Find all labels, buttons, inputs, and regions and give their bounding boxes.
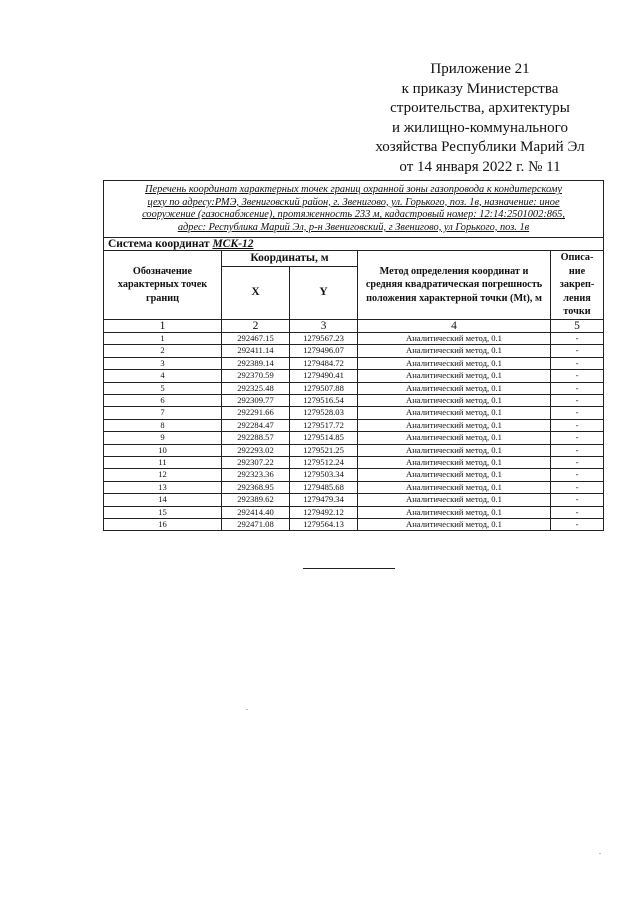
point-number: 2: [104, 345, 222, 357]
coord-y: 1279503.34: [290, 469, 358, 481]
point-number: 9: [104, 432, 222, 444]
description: -: [551, 469, 604, 481]
end-rule: [303, 568, 395, 569]
coord-x: 292291.66: [222, 407, 290, 419]
coord-x: 292368.95: [222, 481, 290, 493]
table-row: [104, 382, 604, 394]
coord-y: 1279514.85: [290, 432, 358, 444]
coord-y: 1279490.41: [290, 370, 358, 382]
appendix-line: хозяйства Республики Марий Эл: [375, 139, 585, 156]
column-number: 1: [104, 319, 222, 332]
method: Аналитический метод, 0.1: [358, 394, 551, 406]
table-row: [104, 506, 604, 518]
table-row: [104, 494, 604, 506]
title-line: цеху по адресу:РМЭ, Звениговский район, г. Звенигово, ул. Горького, поз. 1в, назначение: иное: [147, 196, 560, 208]
table-row: [104, 444, 604, 456]
description: -: [551, 419, 604, 431]
coord-x: 292325.48: [222, 382, 290, 394]
column-number: 2: [222, 319, 290, 332]
coord-y: 1279496.07: [290, 345, 358, 357]
table-title-row: [104, 181, 604, 238]
method: Аналитический метод, 0.1: [358, 382, 551, 394]
coord-y: 1279512.24: [290, 456, 358, 468]
table-row: [104, 370, 604, 382]
method: Аналитический метод, 0.1: [358, 357, 551, 369]
title-line: Перечень координат характерных точек границ охранной зоны газопровода к кондитерскому: [145, 184, 562, 195]
header-point: Обозначение характерных точек границ: [104, 251, 222, 320]
table-row: [104, 469, 604, 481]
table-row: [104, 456, 604, 468]
description: -: [551, 332, 604, 344]
coord-y: 1279564.13: [290, 518, 358, 530]
method: Аналитический метод, 0.1: [358, 518, 551, 530]
point-number: 15: [104, 506, 222, 518]
description: -: [551, 382, 604, 394]
appendix-line: строительства, архитектуры: [390, 100, 570, 117]
method: Аналитический метод, 0.1: [358, 444, 551, 456]
point-number: 12: [104, 469, 222, 481]
coord-y: 1279507.88: [290, 382, 358, 394]
description: -: [551, 481, 604, 493]
table-title: [104, 181, 604, 238]
scan-speck: [599, 853, 601, 854]
coord-y: 1279492.12: [290, 506, 358, 518]
table-row: [104, 332, 604, 344]
appendix-line: и жилищно-коммунального: [392, 119, 568, 136]
point-number: 14: [104, 494, 222, 506]
point-number: 5: [104, 382, 222, 394]
coord-x: 292389.14: [222, 357, 290, 369]
description: -: [551, 394, 604, 406]
coord-y: 1279516.54: [290, 394, 358, 406]
appendix-header: [360, 60, 600, 178]
coord-y: 1279528.03: [290, 407, 358, 419]
coord-x: 292309.77: [222, 394, 290, 406]
coord-y: 1279479.34: [290, 494, 358, 506]
method: Аналитический метод, 0.1: [358, 481, 551, 493]
table-row: [104, 345, 604, 357]
table-row: [104, 481, 604, 493]
point-number: 3: [104, 357, 222, 369]
appendix-line: к приказу Министерства: [401, 80, 559, 97]
point-number: 11: [104, 456, 222, 468]
coord-x: 292389.62: [222, 494, 290, 506]
column-number-row: [104, 319, 604, 332]
title-line: сооружение (газоснабжение), протяженность 233 м, кадастровый номер: 12:14:2501002:865,: [142, 209, 565, 221]
description: -: [551, 494, 604, 506]
header-description: Описа-ние закреп-ления точки: [551, 251, 604, 320]
point-number: 7: [104, 407, 222, 419]
coord-x: 292467.15: [222, 332, 290, 344]
method: Аналитический метод, 0.1: [358, 345, 551, 357]
table-data-body: [104, 332, 604, 531]
table-row: [104, 432, 604, 444]
description: -: [551, 357, 604, 369]
table-row: [104, 518, 604, 530]
description: -: [551, 456, 604, 468]
coord-x: 292370.59: [222, 370, 290, 382]
appendix-line: Приложение 21: [430, 61, 530, 77]
scan-speck: [246, 709, 248, 710]
point-number: 4: [104, 370, 222, 382]
coord-y: 1279485.68: [290, 481, 358, 493]
table-row: [104, 394, 604, 406]
description: -: [551, 345, 604, 357]
method: Аналитический метод, 0.1: [358, 456, 551, 468]
method: Аналитический метод, 0.1: [358, 506, 551, 518]
description: -: [551, 444, 604, 456]
description: -: [551, 506, 604, 518]
description: -: [551, 432, 604, 444]
header-coords: Координаты, м: [222, 251, 358, 267]
coord-x: 292288.57: [222, 432, 290, 444]
coordinates-table: [103, 180, 604, 531]
point-number: 8: [104, 419, 222, 431]
description: -: [551, 407, 604, 419]
table-row: [104, 419, 604, 431]
coord-x: 292293.02: [222, 444, 290, 456]
coord-y: 1279484.72: [290, 357, 358, 369]
coord-x: 292323.36: [222, 469, 290, 481]
coord-x: 292411.14: [222, 345, 290, 357]
coord-x: 292414.40: [222, 506, 290, 518]
point-number: 10: [104, 444, 222, 456]
method: Аналитический метод, 0.1: [358, 494, 551, 506]
header-row: [104, 251, 604, 267]
method: Аналитический метод, 0.1: [358, 419, 551, 431]
column-number: 3: [290, 319, 358, 332]
coordinate-system-row: [104, 238, 604, 251]
method: Аналитический метод, 0.1: [358, 332, 551, 344]
point-number: 1: [104, 332, 222, 344]
coordinate-system: [104, 238, 604, 251]
header-method: Метод определения координат и средняя квадратическая погрешность положения характерной точки (Mt), м: [358, 251, 551, 320]
coord-x: 292284.47: [222, 419, 290, 431]
coord-y: 1279567.23: [290, 332, 358, 344]
point-number: 13: [104, 481, 222, 493]
table-row: [104, 407, 604, 419]
header-x: X: [222, 267, 290, 319]
column-number: 4: [358, 319, 551, 332]
description: -: [551, 370, 604, 382]
coord-x: 292471.08: [222, 518, 290, 530]
method: Аналитический метод, 0.1: [358, 469, 551, 481]
coord-y: 1279521.25: [290, 444, 358, 456]
coordinate-system-value: МСК-12: [212, 238, 254, 251]
method: Аналитический метод, 0.1: [358, 370, 551, 382]
coordinate-system-label: Система координат: [108, 238, 210, 251]
table-row: [104, 357, 604, 369]
header-y: Y: [290, 267, 358, 319]
appendix-line: от 14 января 2022 г. № 11: [399, 158, 561, 175]
point-number: 6: [104, 394, 222, 406]
method: Аналитический метод, 0.1: [358, 432, 551, 444]
column-number: 5: [551, 319, 604, 332]
method: Аналитический метод, 0.1: [358, 407, 551, 419]
title-line: адрес: Республика Марий Эл, р-н Звениговский, г Звенигово, ул Горького, поз. 1в: [177, 221, 530, 233]
coord-x: 292307.22: [222, 456, 290, 468]
description: -: [551, 518, 604, 530]
coord-y: 1279517.72: [290, 419, 358, 431]
point-number: 16: [104, 518, 222, 530]
